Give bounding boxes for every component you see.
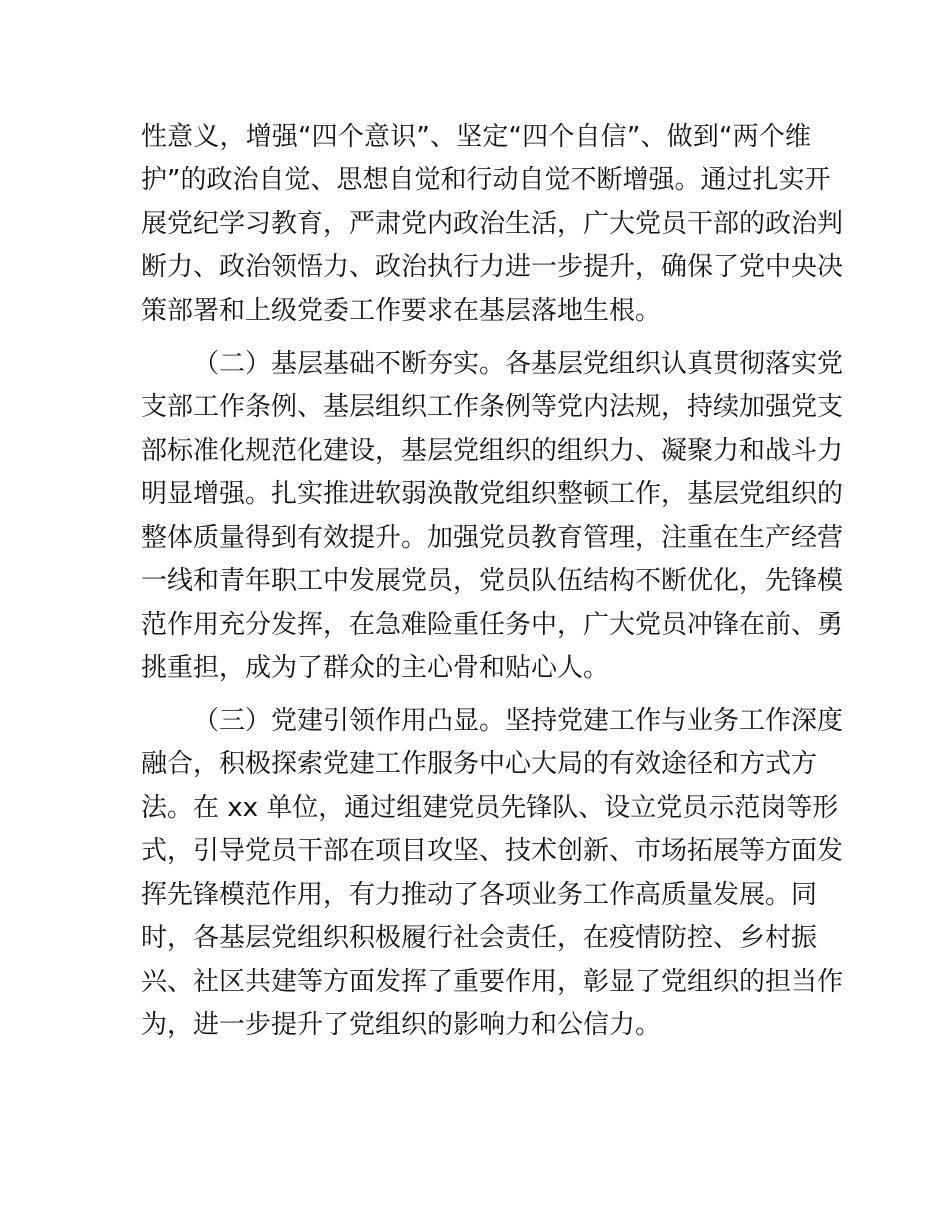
paragraph-2-line-2: 支部工作条例、基层组织工作条例等党内法规，持续加强党支 bbox=[141, 392, 844, 422]
paragraph-2-line-8: 挑重担，成为了群众的主心骨和贴心人。 bbox=[141, 653, 610, 683]
paragraph-1-line-5: 策部署和上级党委工作要求在基层落地生根。 bbox=[141, 296, 662, 326]
paragraph-2-line-4: 明显增强。扎实推进软弱涣散党组织整顿工作，基层党组织的 bbox=[141, 479, 844, 509]
paragraph-3-line-6: 时，各基层党组织积极履行社会责任，在疫情防控、乡村振 bbox=[141, 923, 818, 953]
paragraph-3-line-8: 为，进一步提升了党组织的影响力和公信力。 bbox=[141, 1010, 662, 1040]
paragraph-3-line-4: 式，引导党员干部在项目攻坚、技术创新、市场拓展等方面发 bbox=[141, 836, 844, 866]
paragraph-1-line-4: 断力、政治领悟力、政治执行力进一步提升，确保了党中央决 bbox=[141, 252, 844, 282]
paragraph-1-line-2: 护”的政治自觉、思想自觉和行动自觉不断增强。通过扎实开 bbox=[141, 165, 831, 195]
paragraph-3-line-1: （三）党建引领作用凸显。坚持党建工作与业务工作深度 bbox=[193, 706, 844, 736]
paragraph-2-line-5: 整体质量得到有效提升。加强党员教育管理，注重在生产经营 bbox=[141, 523, 844, 553]
paragraph-1-line-1: 性意义，增强“四个意识”、坚定“四个自信”、做到“两个维 bbox=[141, 122, 811, 152]
paragraph-2-line-7: 范作用充分发挥，在急难险重任务中，广大党员冲锋在前、勇 bbox=[141, 610, 844, 640]
paragraph-2-line-6: 一线和青年职工中发展党员，党员队伍结构不断优化，先锋模 bbox=[141, 566, 844, 596]
paragraph-2-line-1: （二）基层基础不断夯实。各基层党组织认真贯彻落实党 bbox=[193, 349, 844, 379]
paragraph-3-line-5: 挥先锋模范作用，有力推动了各项业务工作高质量发展。同 bbox=[141, 880, 818, 910]
paragraph-3-line-2: 融合，积极探索党建工作服务中心大局的有效途径和方式方 bbox=[141, 749, 818, 779]
paragraph-3-line-3: 法。在 xx 单位，通过组建党员先锋队、设立党员示范岗等形 bbox=[141, 793, 839, 823]
paragraph-2-line-3: 部标准化规范化建设，基层党组织的组织力、凝聚力和战斗力 bbox=[141, 436, 844, 466]
paragraph-3-line-7: 兴、社区共建等方面发挥了重要作用，彰显了党组织的担当作 bbox=[141, 967, 844, 997]
paragraph-1-line-3: 展党纪学习教育，严肃党内政治生活，广大党员干部的政治判 bbox=[141, 209, 844, 239]
